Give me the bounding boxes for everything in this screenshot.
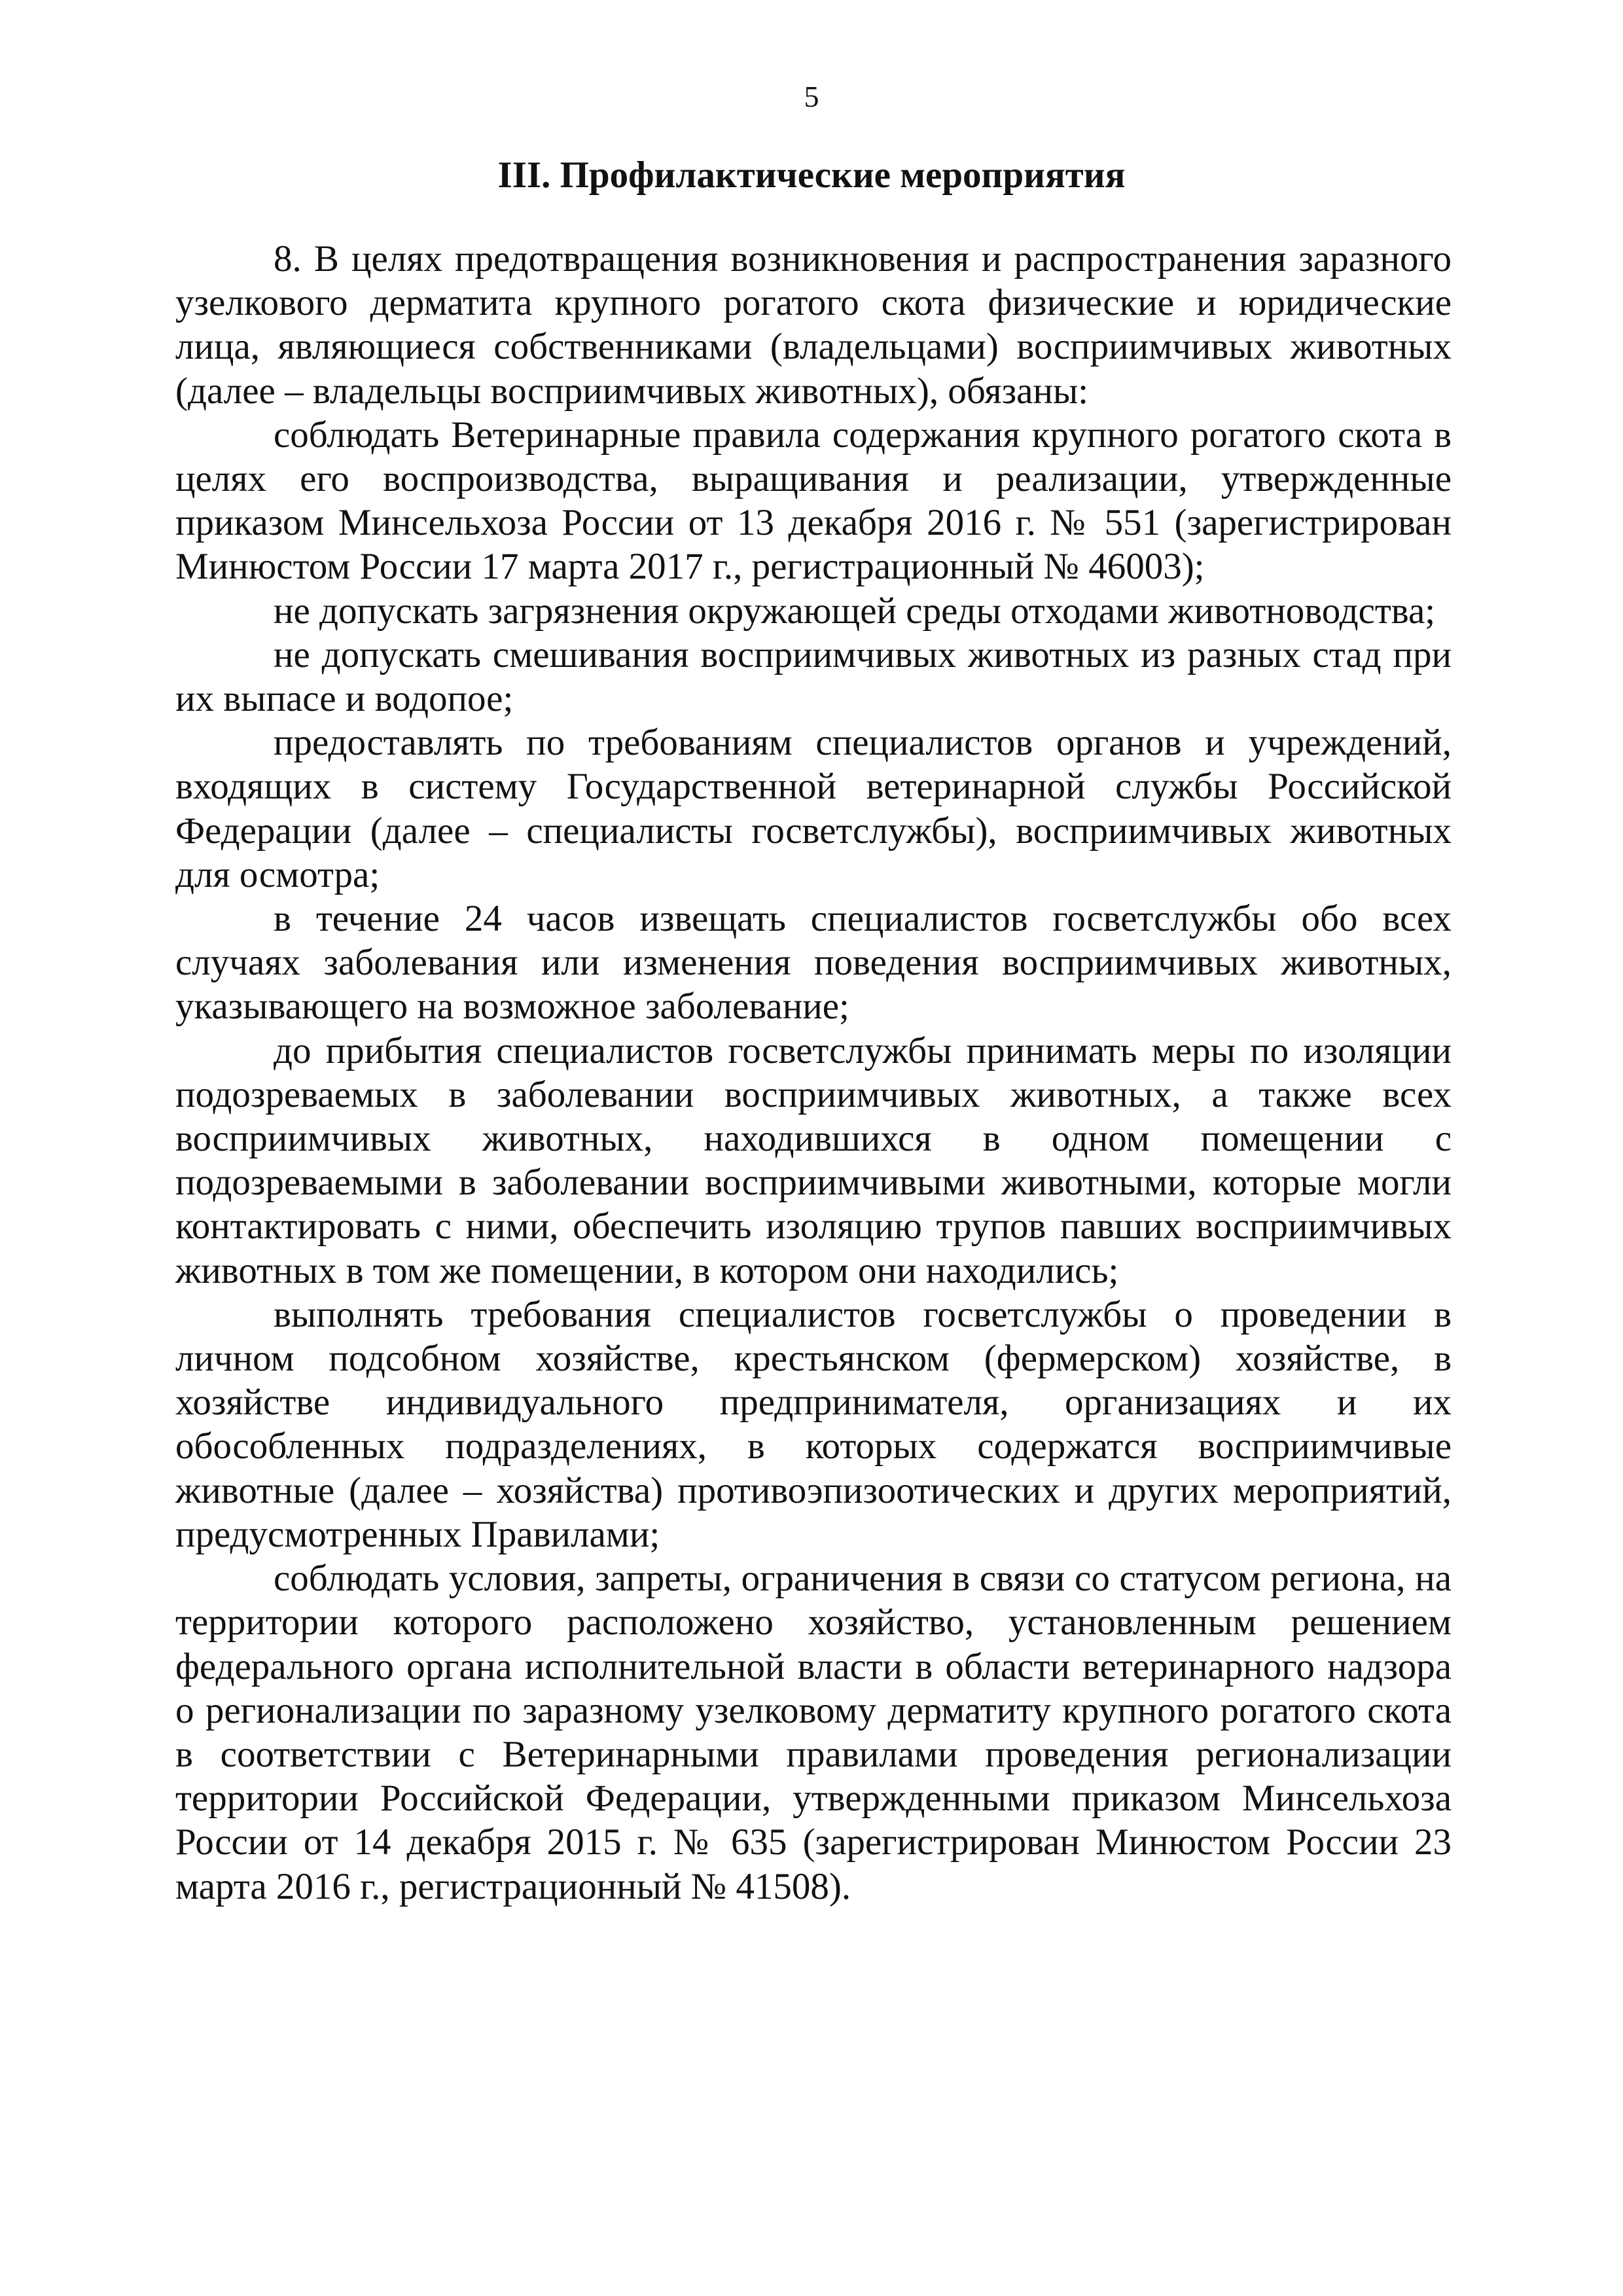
paragraph-regionalization: соблюдать условия, запреты, ограничения в связи со статусом региона, на территории которого расположено хозяйство, установленным решением федерального органа исполнительной власти в области ветеринарного надзора о регионализации по заразному узелковому дерматиту крупного рогатого скота в соответствии с Ветеринарными правилами проведения регионализации территории Российской Федерации, утвержденными приказом Минсельхоза России от 14 декабря 2015 г. № 635 (зарегистрирован Минюстом России 23 марта 2016 г., регистрационный № 41508). xyxy=(175,1558,1452,1907)
paragraph-pollution: не допускать загрязнения окружающей среды отходами животноводства; xyxy=(274,590,1436,632)
section-heading: III. Профилактические мероприятия xyxy=(497,154,1126,196)
paragraph-mixing: не допускать смешивания восприимчивых животных из разных стад при их выпасе и водопое; xyxy=(175,634,1452,720)
paragraph-isolation: до прибытия специалистов госветслужбы принимать меры по изоляции подозреваемых в заболевании восприимчивых животных, а также всех восприимчивых животных, находившихся в одном помещении с подозреваемыми в заболевании восприимчивыми животными, которые могли контактировать с ними, обеспечить изоляцию трупов павших восприимчивых животных в том же помещении, в котором они находились; xyxy=(175,1030,1452,1291)
paragraph-keeping-rules: соблюдать Ветеринарные правила содержания крупного рогатого скота в целях его воспроизводства, выращивания и реализации, утвержденные приказом Минсельхоза России от 13 декабря 2016 г. № 551 (зарегистрирован Минюстом России 17 марта 2017 г., регистрационный № 46003); xyxy=(175,414,1452,588)
paragraph-inspection: предоставлять по требованиям специалистов органов и учреждений, входящих в систему Государственной ветеринарной службы Российской Федерации (далее – специалисты госветслужбы), восприимчивых животных для осмотра; xyxy=(175,722,1452,895)
paragraph-requirements: выполнять требования специалистов госветслужбы о проведении в личном подсобном хозяйстве, крестьянском (фермерском) хозяйстве, в хозяйстве индивидуального предпринимателя, организациях и их обособленных подразделениях, в которых содержатся восприимчивые животные (далее – хозяйства) противоэпизоотических и других мероприятий, предусмотренных Правилами; xyxy=(175,1293,1452,1555)
page-number: 5 xyxy=(804,80,819,113)
paragraph-notification: в течение 24 часов извещать специалистов госветслужбы обо всех случаях заболевания или изменения поведения восприимчивых животных, указывающего на возможное заболевание; xyxy=(175,898,1452,1028)
paragraph-clause-8: 8. В целях предотвращения возникновения и распространения заразного узелкового дерматита крупного рогатого скота физические и юридические лица, являющиеся собственниками (владельцами) восприимчивых животных (далее – владельцы восприимчивых животных), обязаны: xyxy=(175,238,1452,412)
document-body xyxy=(175,237,1452,1909)
